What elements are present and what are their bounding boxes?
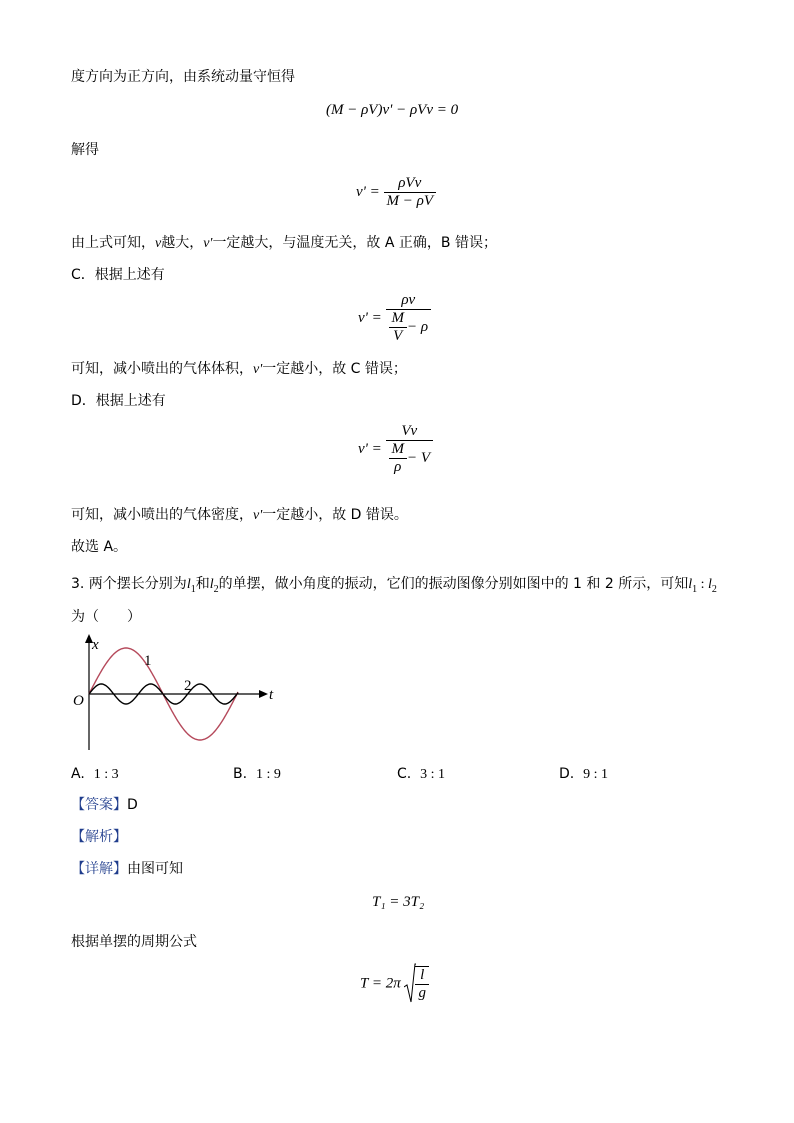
option-letter: C. — [397, 766, 412, 782]
text-segment: 一定越小，故 C 错误； — [262, 361, 407, 377]
var-v-prime: v' — [253, 508, 263, 523]
eq2-denominator: M − ρV — [386, 193, 433, 209]
text-conclusion-c — [71, 360, 407, 379]
option-letter: D. — [559, 766, 575, 782]
option-d[interactable] — [559, 765, 608, 784]
answer-line — [71, 796, 138, 814]
option-a[interactable] — [71, 765, 119, 784]
eq6-denominator: g — [418, 985, 426, 1001]
text-conclusion-a — [71, 234, 497, 253]
option-b[interactable] — [233, 765, 281, 784]
detail-line — [71, 860, 183, 878]
var-v: v — [155, 236, 162, 251]
eq3-sub-numerator: M — [391, 310, 404, 326]
option-value: 1 : 9 — [255, 767, 281, 782]
eq3-denominator — [386, 310, 432, 345]
subscript: 2 — [711, 583, 717, 595]
question-3-blank: 为（ ） — [71, 609, 141, 625]
eq3-sub-fraction — [389, 310, 408, 345]
curve-2-label: 2 — [184, 678, 192, 694]
equation-period-ratio: T₁ = 3T₂ — [372, 894, 425, 910]
eq4-tail: − V — [407, 449, 431, 466]
origin-label: O — [73, 693, 84, 709]
text-option-d-analysis: D．根据上述有 — [71, 393, 166, 409]
eq4-numerator: Vv — [401, 423, 418, 439]
analysis-line — [71, 828, 127, 846]
eq4-sub-denominator: ρ — [394, 459, 402, 475]
question-3-text — [71, 575, 717, 599]
eq4-sub-fraction — [389, 441, 408, 476]
text-solve: 解得 — [71, 142, 99, 158]
subscript: 2 — [213, 583, 219, 595]
text-period-formula: 根据单摆的周期公式 — [71, 934, 197, 950]
detail-label: 【详解】 — [71, 861, 127, 877]
equation-d — [358, 423, 433, 476]
subscript: 1 — [190, 583, 196, 595]
x-axis-label: t — [269, 687, 274, 703]
eq2-fraction — [384, 175, 436, 210]
option-value: 9 : 1 — [583, 767, 609, 782]
option-letter: A. — [71, 766, 85, 782]
x-axis-arrow — [259, 690, 268, 698]
text-segment: 可知，减小喷出的气体体积， — [71, 361, 253, 377]
equation-period — [360, 963, 429, 1005]
eq6-lhs: T = 2π — [360, 975, 401, 992]
eq2-lhs: v' = — [356, 183, 380, 200]
answer-label: 【答案】 — [71, 797, 127, 813]
eq3-tail: − ρ — [407, 318, 429, 335]
eq6-fraction — [415, 966, 429, 1002]
option-value: 1 : 3 — [93, 767, 119, 782]
eq3-fraction — [386, 292, 432, 345]
text-segment: 3. 两个摆长分别为 — [71, 576, 187, 592]
y-axis-label: x — [92, 637, 99, 653]
text-segment: 越大， — [161, 235, 204, 251]
eq4-denominator — [386, 441, 434, 476]
curve-1-label: 1 — [144, 653, 152, 669]
option-value: 3 : 1 — [420, 767, 446, 782]
var-v-prime: v' — [253, 362, 263, 377]
text-segment: 的单摆，做小角度的振动，它们的振动图像分别如图中的 1 和 2 所示，可知 — [218, 576, 689, 592]
text-conclusion-d — [71, 506, 408, 525]
text-segment: 由上式可知， — [71, 235, 155, 251]
answer-value: D — [127, 797, 138, 813]
eq4-sub-numerator: M — [391, 441, 404, 457]
text-line-momentum: 度方向为正方向，由系统动量守恒得 — [71, 69, 295, 85]
analysis-label: 【解析】 — [71, 829, 127, 845]
option-c[interactable] — [397, 765, 445, 784]
text-segment: 可知，减小喷出的气体密度， — [71, 507, 253, 523]
text-segment: 和 — [195, 576, 210, 592]
var-v-prime: v' — [203, 236, 213, 251]
equation-c — [358, 292, 431, 345]
subscript: 1 — [692, 583, 698, 595]
text-segment: 一定越小，故 D 错误。 — [262, 507, 408, 523]
option-letter: B. — [233, 766, 248, 782]
eq3-lhs: v' = — [358, 309, 382, 326]
eq3-numerator: ρv — [401, 292, 416, 308]
text-choose-a: 故选 A。 — [71, 539, 128, 555]
colon: : — [697, 577, 708, 592]
eq4-fraction — [386, 423, 434, 476]
text-option-c-analysis: C．根据上述有 — [71, 267, 165, 283]
eq2-numerator: ρVv — [398, 175, 422, 191]
equation-velocity — [356, 175, 436, 210]
text-segment: 一定越大，与温度无关，故 A 正确，B 错误； — [212, 235, 497, 251]
detail-text: 由图可知 — [127, 861, 183, 877]
var-l2: l — [209, 577, 214, 592]
eq6-numerator: l — [420, 967, 425, 983]
var-l1: l — [688, 577, 693, 592]
oscillation-graph — [70, 632, 290, 757]
eq4-lhs: v' = — [358, 440, 382, 457]
equation-momentum: (M − ρV)v' − ρVv = 0 — [326, 102, 459, 118]
var-l1: l — [186, 577, 191, 592]
var-l2: l — [708, 577, 712, 592]
eq3-sub-denominator: V — [393, 328, 403, 344]
